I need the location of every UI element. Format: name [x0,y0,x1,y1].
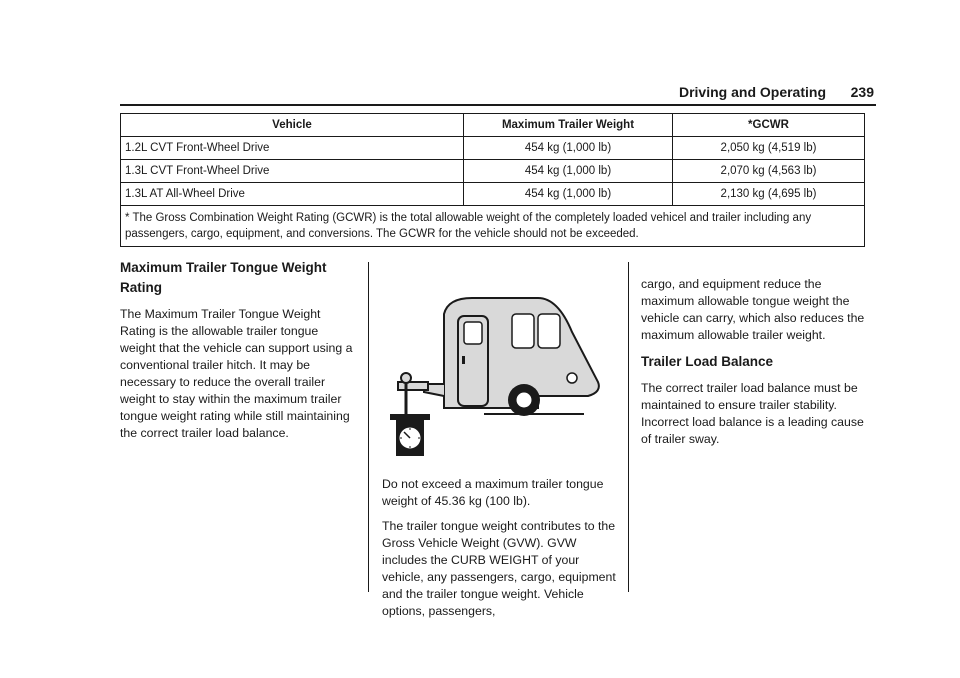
body-paragraph: cargo, and equipment reduce the maximum allowable tongue weight the vehicle can carry, which also reduces the maximum allowable trailer weight. [641,277,865,342]
section-heading: Trailer Load Balance [641,354,774,369]
table-cell: 1.3L CVT Front-Wheel Drive [121,160,464,183]
section-heading: Maximum Trailer Tongue Weight Rating [120,260,327,295]
body-paragraph: The Maximum Trailer Tongue Weight Rating is the allowable trailer tongue weight that the vehicle can support using a conventional trailer hitch. It may be necessary to reduce the overall trailer weight to stay within the maximum trailer tongue weight rating while still maintaining the correct trailer load balance. [120,307,353,440]
table-cell: 454 kg (1,000 lb) [464,160,673,183]
column-header: *GCWR [673,114,865,137]
page-number: 239 [850,84,874,100]
column-header: Vehicle [121,114,464,137]
table-cell: 1.3L AT All-Wheel Drive [121,183,464,206]
table-cell: 2,130 kg (4,695 lb) [673,183,865,206]
table-row [121,137,865,160]
table-footnote: * The Gross Combination Weight Rating (GCWR) is the total allowable weight of the completely loaded vehicel and trailer including any passengers, cargo, equipment, and conversions. The GCWR for the vehicle should not be exceeded. [121,206,865,247]
trailer-tongue-scale-illustration [388,292,604,460]
column-divider [368,262,369,592]
body-paragraph: The trailer tongue weight contributes to the Gross Vehicle Weight (GVW). GVW includes the CURB WEIGHT of your vehicle, any passengers, cargo, equipment and the trailer tongue weight. Vehicle options, passengers, [382,519,616,618]
column-left [120,258,355,450]
page-header [120,84,876,106]
table-row [121,160,865,183]
table-cell: 2,070 kg (4,563 lb) [673,160,865,183]
body-paragraph: The correct trailer load balance must be maintained to ensure trailer stability. Incorrect load balance is a leading cause of trailer sway. [641,381,864,446]
table-cell: 1.2L CVT Front-Wheel Drive [121,137,464,160]
column-header: Maximum Trailer Weight [464,114,673,137]
table-cell: 2,050 kg (4,519 lb) [673,137,865,160]
table-row [121,183,865,206]
table-footnote-row [121,206,865,247]
table-cell: 454 kg (1,000 lb) [464,183,673,206]
column-right [641,276,876,456]
table-header-row [121,114,865,137]
column-middle [382,476,617,628]
body-paragraph: Do not exceed a maximum trailer tongue weight of 45.36 kg (100 lb). [382,477,604,508]
column-divider [628,262,629,592]
table-cell: 454 kg (1,000 lb) [464,137,673,160]
trailer-weight-table [120,113,865,247]
section-title: Driving and Operating [678,84,826,100]
